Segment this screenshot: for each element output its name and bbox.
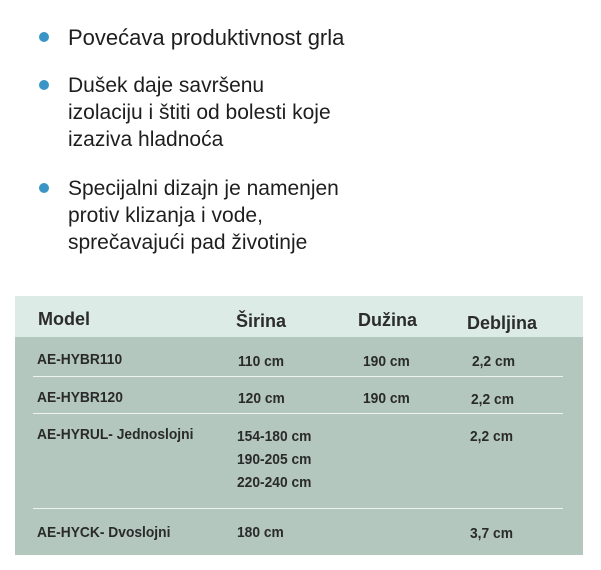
bullet-dot-icon — [39, 80, 49, 90]
feature-text: Specijalni dizajn je namenjen protiv klizanja i vode, sprečavajući pad životinje — [68, 177, 339, 254]
feature-item — [38, 24, 398, 51]
table-header-row — [15, 296, 583, 337]
row-divider — [33, 508, 563, 509]
cell-debljina: 2,2 cm — [471, 391, 514, 408]
cell-model: AE-HYBR110 — [37, 351, 123, 368]
cell-debljina: 3,7 cm — [470, 525, 513, 542]
header-debljina: Debljina — [467, 313, 538, 333]
feature-item — [38, 72, 398, 153]
cell-model: AE-HYBR120 — [37, 389, 123, 406]
header-model: Model — [38, 309, 90, 329]
feature-text: Povećava produktivnost grla — [68, 25, 345, 50]
feature-item — [38, 175, 398, 256]
bullet-dot-icon — [39, 32, 49, 42]
bullet-dot-icon — [39, 183, 49, 193]
header-sirina: Širina — [236, 311, 287, 331]
cell-debljina: 2,2 cm — [472, 353, 515, 370]
header-duzina: Dužina — [358, 310, 418, 330]
cell-model: AE-HYCK- Dvoslojni — [37, 524, 171, 541]
row-divider — [33, 376, 563, 377]
cell-sirina: 154-180 cm 190-205 cm 220-240 cm — [237, 428, 312, 491]
cell-duzina: 190 cm — [363, 353, 410, 370]
cell-sirina: 110 cm — [238, 353, 285, 370]
row-divider — [33, 413, 563, 414]
cell-sirina: 120 cm — [238, 390, 285, 407]
cell-debljina: 2,2 cm — [470, 428, 513, 445]
cell-sirina: 180 cm — [237, 524, 284, 541]
cell-model: AE-HYRUL- Jednoslojni — [37, 426, 194, 443]
feature-list — [38, 24, 398, 256]
spec-table — [15, 296, 583, 555]
feature-text: Dušek daje savršenu izolaciju i štiti od bolesti koje izaziva hladnoća — [68, 74, 331, 151]
cell-duzina: 190 cm — [363, 390, 410, 407]
